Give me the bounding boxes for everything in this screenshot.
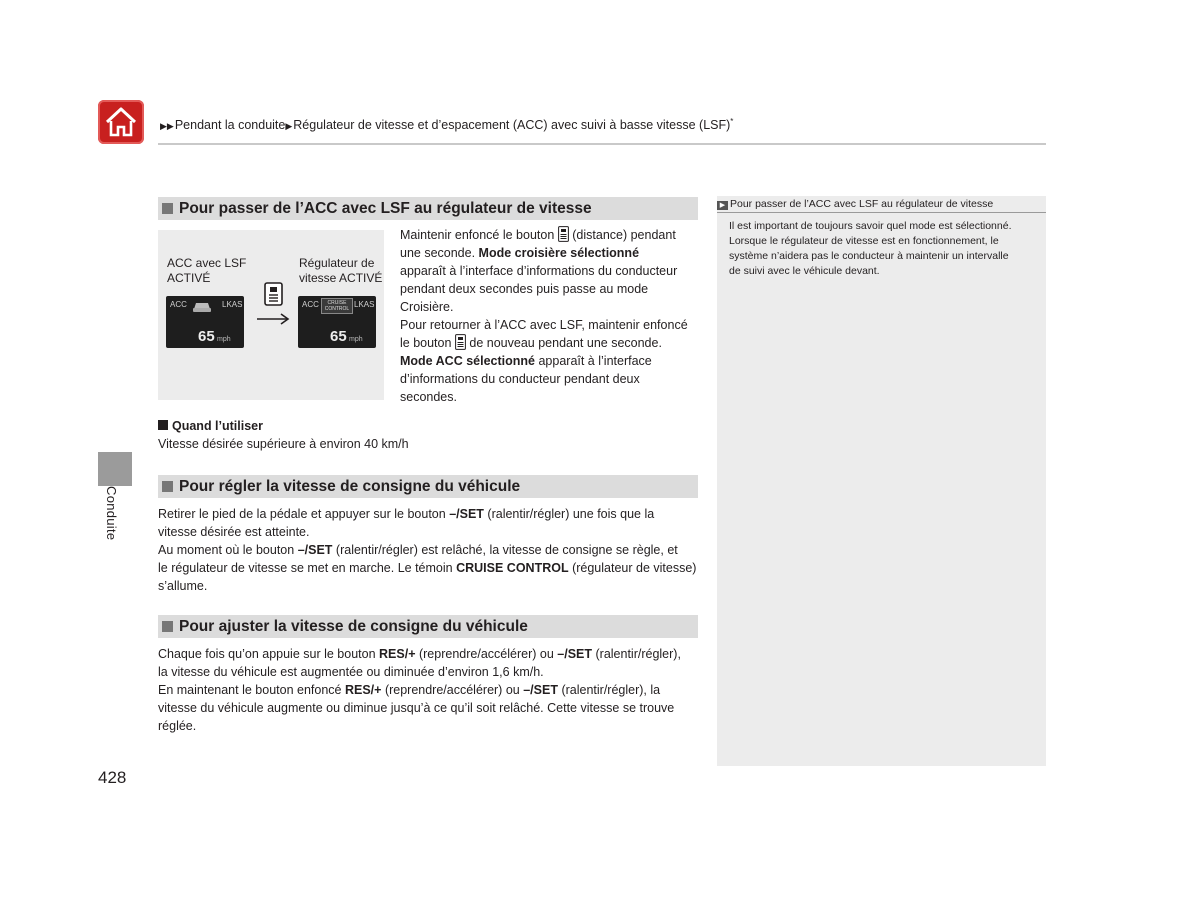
breadcrumb-arrow-icon: ▶: [285, 121, 293, 132]
text-span: de nouveau pendant une seconde.: [469, 336, 662, 350]
text-line: [158, 559, 703, 577]
arrow-right-icon: [256, 312, 290, 326]
label-line: ACC avec LSF: [167, 256, 247, 270]
breadcrumb-item[interactable]: Pendant la conduite: [174, 118, 286, 133]
text-line: [158, 505, 703, 523]
bold-term: –/SET: [557, 647, 593, 661]
bold-term: CRUISE CONTROL: [456, 561, 569, 575]
home-icon: [98, 100, 144, 144]
text-line: système n’aidera pas le conducteur à maintenir un intervalle: [729, 250, 1009, 262]
text-span: (ralentir/régler), la: [561, 683, 661, 697]
text-line: [400, 352, 700, 370]
text-span: (régulateur de vitesse): [572, 561, 697, 575]
section-header: [158, 475, 698, 498]
car-icon: [191, 298, 213, 314]
section-square-icon: [162, 481, 173, 492]
text-line: vitesse du véhicule augmente ou diminue jusqu’à ce qu’il soit relâché. Cette vitesse se trouve: [158, 701, 675, 715]
header-divider: [158, 143, 1046, 145]
sidebar-title-text: Pour passer de l’ACC avec LSF au régulateur de vitesse: [730, 198, 994, 210]
text-line: réglée.: [158, 719, 197, 733]
speed-readout: 65: [198, 328, 215, 345]
lkas-indicator: LKAS: [354, 300, 375, 309]
speed-readout: 65: [330, 328, 347, 345]
cruise-control-indicator: [321, 298, 353, 314]
bold-term: Mode ACC sélectionné: [400, 354, 535, 368]
text-span: (ralentir/régler) une fois que la: [487, 507, 655, 521]
square-bullet-icon: [158, 420, 168, 430]
sidebar-note: [717, 196, 1046, 766]
home-button[interactable]: [98, 100, 144, 144]
acc-indicator: ACC: [302, 300, 319, 309]
text-span: Retirer le pied de la pédale et appuyer sur le bouton: [158, 507, 446, 521]
speed-unit: mph: [217, 336, 231, 343]
text-span: une seconde.: [400, 246, 476, 260]
text-span: (ralentir/régler) est relâché, la vitesse de consigne se règle, et: [335, 543, 678, 557]
text-line: [400, 334, 700, 352]
text-span: apparaît à l’interface: [538, 354, 652, 368]
section-title: Pour ajuster la vitesse de consigne du véhicule: [179, 617, 528, 635]
sidebar-body: [729, 219, 1039, 279]
cruise-text: CRUISE: [327, 300, 347, 306]
breadcrumb: [160, 117, 733, 132]
text-span: (reprendre/accélérer) ou: [384, 683, 520, 697]
text-line: Il est important de toujours savoir quel mode est sélectionné.: [729, 220, 1012, 232]
label-line: Régulateur de: [299, 256, 375, 270]
distance-button-icon: [558, 226, 569, 242]
chapter-tab-label[interactable]: Conduite: [104, 486, 119, 541]
distance-button-icon: [455, 334, 466, 350]
section-title: Pour passer de l’ACC avec LSF au régulateur de vitesse: [179, 199, 592, 217]
text-span: En maintenant le bouton enfoncé: [158, 683, 342, 697]
bold-term: RES/+: [344, 683, 382, 697]
distance-button-icon: [264, 282, 283, 306]
text-line: [400, 244, 700, 262]
bold-term: –/SET: [449, 507, 484, 521]
text-line: secondes.: [400, 390, 457, 404]
display-screen-cruise: [298, 296, 376, 348]
text-line: [400, 226, 700, 244]
text-line: apparaît à l’interface d’informations du conducteur: [400, 264, 678, 278]
page-number: 428: [98, 768, 127, 787]
text-span: (reprendre/accélérer) ou: [418, 647, 554, 661]
illustration: [158, 230, 384, 400]
bold-term: Mode croisière sélectionné: [478, 246, 640, 260]
breadcrumb-item[interactable]: Régulateur de vitesse et d’espacement (ACC) avec suivi à basse vitesse (LSF): [293, 118, 731, 133]
asterisk-mark: *: [730, 117, 734, 126]
section-square-icon: [162, 621, 173, 632]
text-span: le régulateur de vitesse se met en marche. Le témoin: [158, 561, 453, 575]
subsection-when-to-use: [158, 417, 409, 453]
section-title: Pour régler la vitesse de consigne du véhicule: [179, 477, 521, 495]
text-line: la vitesse du véhicule est augmentée ou diminuée d’environ 1,6 km/h.: [158, 665, 544, 679]
text-line: [158, 645, 703, 663]
subsection-title: [158, 417, 409, 435]
label-line: ACTIVÉ: [167, 271, 211, 285]
illus-label-right: [299, 256, 382, 286]
breadcrumb-arrow-icon: ▶▶: [160, 121, 174, 132]
text-line: Pour retourner à l’ACC avec LSF, maintenir enfoncé: [400, 318, 688, 332]
label-line: vitesse ACTIVÉ: [299, 271, 383, 285]
text-line: s’allume.: [158, 579, 208, 593]
text-span: Maintenir enfoncé le bouton: [400, 228, 555, 242]
text-line: vitesse désirée est atteinte.: [158, 525, 310, 539]
illus-label-left: [167, 256, 246, 286]
text-line: [158, 541, 703, 559]
text-span: le bouton: [400, 336, 452, 350]
sidebar-title[interactable]: [717, 198, 993, 210]
text-line: Croisière.: [400, 300, 454, 314]
lkas-indicator: LKAS: [222, 300, 243, 309]
subsection-text: Vitesse désirée supérieure à environ 40 km/h: [158, 437, 409, 451]
text-span: Au moment où le bouton: [158, 543, 295, 557]
text-span: Chaque fois qu’on appuie sur le bouton: [158, 647, 376, 661]
section2-paragraph: [158, 505, 703, 595]
bold-term: RES/+: [379, 647, 416, 661]
section-square-icon: [162, 203, 173, 214]
text-line: d’informations du conducteur pendant deux: [400, 372, 640, 386]
bold-term: –/SET: [523, 683, 558, 697]
chapter-tab-marker: [98, 452, 132, 486]
section3-paragraph: [158, 645, 703, 735]
text-line: [158, 681, 703, 699]
subsection-title-text: Quand l’utiliser: [172, 419, 263, 433]
section1-paragraph: [400, 226, 700, 406]
speed-unit: mph: [349, 336, 363, 343]
bold-term: –/SET: [297, 543, 333, 557]
cruise-text: CONTROL: [324, 306, 350, 312]
section-header: [158, 197, 698, 220]
text-line: Lorsque le régulateur de vitesse est en fonctionnement, le: [729, 235, 999, 247]
text-line: de suivi avec le véhicule devant.: [729, 265, 880, 277]
text-line: pendant deux secondes puis passe au mode: [400, 282, 649, 296]
section-header: [158, 615, 698, 638]
note-arrow-icon: ▶: [717, 201, 728, 210]
text-span: (distance) pendant: [572, 228, 676, 242]
text-span: (ralentir/régler),: [595, 647, 681, 661]
acc-indicator: ACC: [170, 300, 187, 309]
display-screen-acc: [166, 296, 244, 348]
